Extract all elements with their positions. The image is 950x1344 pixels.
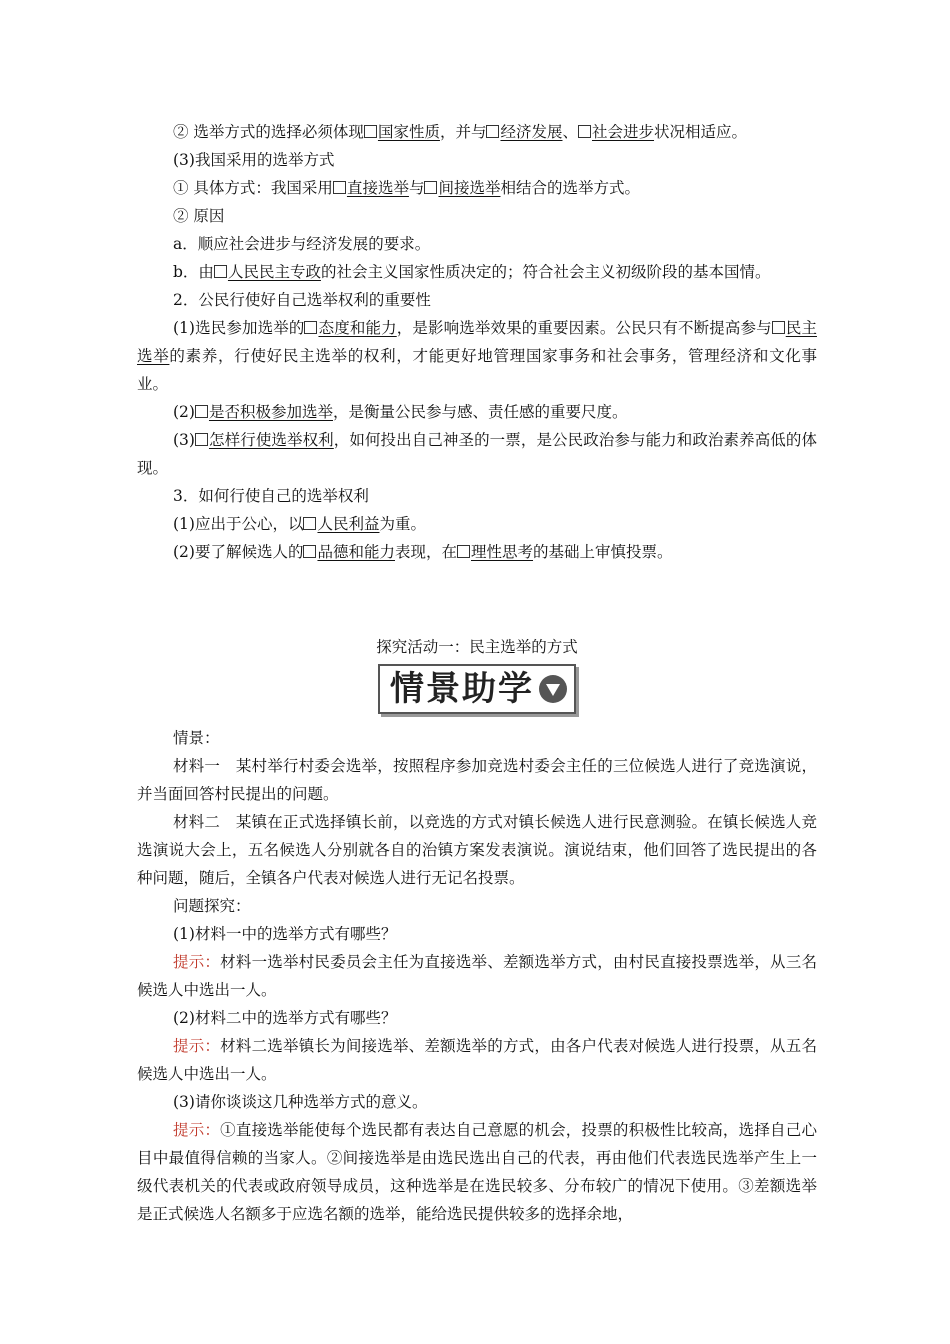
material-two: 材料二 某镇在正式选择镇长前，以竞选的方式对镇长候选人进行民意测验。在镇长候选人竞选演说大会上，五名候选人分别就各自的治镇方案发表演说。演说结束，他们回答了选民提出的各种问题，随后，全镇各户代表对候选人进行无记名投票。 — [137, 813, 817, 887]
section-banner — [378, 664, 576, 714]
fill-blank: 民主选举 — [137, 319, 817, 365]
material-one: 材料一 某村举行村委会选举，按照程序参加竞选村委会主任的三位候选人进行了竞选演说，并当面回答村民提出的问题。 — [137, 757, 817, 803]
question-3: (3)请你谈谈这几种选举方式的意义。 — [173, 1093, 428, 1111]
checkbox-icon — [364, 125, 377, 138]
text-line: 2．公民行使好自己选举权利的重要性 — [173, 291, 431, 309]
hint-label: 提示： — [173, 1037, 221, 1055]
hint-3: 提示：①直接选举能使每个选民都有表达自己意愿的机会，投票的积极性比较高，选择自己心目中最值得信赖的当家人。②间接选举是由选民选出自己的代表，再由他们代表选民选举产生上一级代表机关的代表或政府领导成员，这种选举是在选民较多、分布较广的情况下使用。③差额选举是正式候选人名额多于应选名额的选举，能给选民提供较多的选择余地， — [137, 1121, 817, 1223]
fill-blank: 人民利益 — [303, 515, 379, 533]
checkbox-icon — [303, 517, 316, 530]
fill-blank: 人民民主专政 — [214, 263, 321, 281]
checkbox-icon — [195, 405, 208, 418]
checkbox-icon — [578, 125, 591, 138]
fill-blank: 品德和能力 — [303, 543, 395, 561]
fill-blank: 是否积极参加选举 — [195, 403, 333, 421]
down-triangle-icon — [538, 674, 568, 704]
fill-blank: 社会进步 — [578, 123, 654, 141]
text-line: 3．如何行使自己的选举权利 — [173, 487, 369, 505]
question-2: (2)材料二中的选举方式有哪些？ — [173, 1009, 397, 1027]
checkbox-icon — [214, 265, 227, 278]
fill-blank: 怎样行使选举权利 — [195, 431, 334, 449]
question-title: 问题探究： — [173, 897, 251, 915]
text-line: ② 选举方式的选择必须体现 国家性质，并与 经济发展、 社会进步状况相适应。 — [173, 123, 748, 141]
checkbox-icon — [486, 125, 499, 138]
text-line: (2)要了解候选人的 品德和能力表现，在 理性思考的基础上审慎投票。 — [173, 543, 673, 561]
question-1: (1)材料一中的选举方式有哪些？ — [173, 925, 397, 943]
text-line: (3)我国采用的选举方式 — [173, 151, 335, 169]
paragraph: (3) 怎样行使选举权利，如何投出自己神圣的一票，是公民政治参与能力和政治素养高低的体现。 — [137, 431, 817, 477]
paragraph: (2) 是否积极参加选举，是衡量公民参与感、责任感的重要尺度。 — [173, 403, 628, 421]
checkbox-icon — [424, 181, 437, 194]
hint-label: 提示： — [173, 953, 221, 971]
hint-2: 提示：材料二选举镇长为间接选举、差额选举的方式，由各户代表对候选人进行投票，从五名候选人中选出一人。 — [137, 1037, 817, 1083]
banner-wrap — [137, 664, 817, 714]
text-line: b．由 人民民主专政的社会主义国家性质决定的；符合社会主义初级阶段的基本国情。 — [173, 263, 771, 281]
fill-blank: 理性思考 — [457, 543, 533, 561]
document-page — [137, 118, 817, 1228]
paragraph: (1)选民参加选举的 态度和能力，是影响选举效果的重要因素。公民只有不断提高参与 民主选举的素养，行使好民主选举的权利，才能更好地管理国家事务和社会事务，管理经济和文化事业。 — [137, 319, 817, 393]
checkbox-icon — [303, 545, 316, 558]
scene-label: 情景： — [173, 729, 220, 747]
checkbox-icon — [304, 321, 317, 334]
fill-blank: 国家性质 — [364, 123, 440, 141]
checkbox-icon — [772, 321, 785, 334]
text-line: (1)应出于公心，以 人民利益为重。 — [173, 515, 426, 533]
checkbox-icon — [457, 545, 470, 558]
fill-blank: 直接选举 — [333, 179, 409, 197]
fill-blank: 态度和能力 — [304, 319, 396, 337]
text-line: ② 原因 — [173, 207, 225, 225]
banner-text: 情景助学 — [390, 669, 534, 709]
hint-label: 提示： — [173, 1121, 221, 1139]
hint-1: 提示：材料一选举村民委员会主任为直接选举、差额选举方式，由村民直接投票选举，从三名候选人中选出一人。 — [137, 953, 817, 999]
fill-blank: 经济发展 — [486, 123, 562, 141]
section-title: 探究活动一：民主选举的方式 — [376, 638, 578, 656]
fill-blank: 间接选举 — [424, 179, 500, 197]
checkbox-icon — [195, 433, 208, 446]
text-line: ① 具体方式：我国采用 直接选举与 间接选举相结合的选举方式。 — [173, 179, 640, 197]
text: ② 选举方式的选择必须体现 — [173, 123, 364, 141]
checkbox-icon — [333, 181, 346, 194]
text-line: a．顺应社会进步与经济发展的要求。 — [173, 235, 431, 253]
